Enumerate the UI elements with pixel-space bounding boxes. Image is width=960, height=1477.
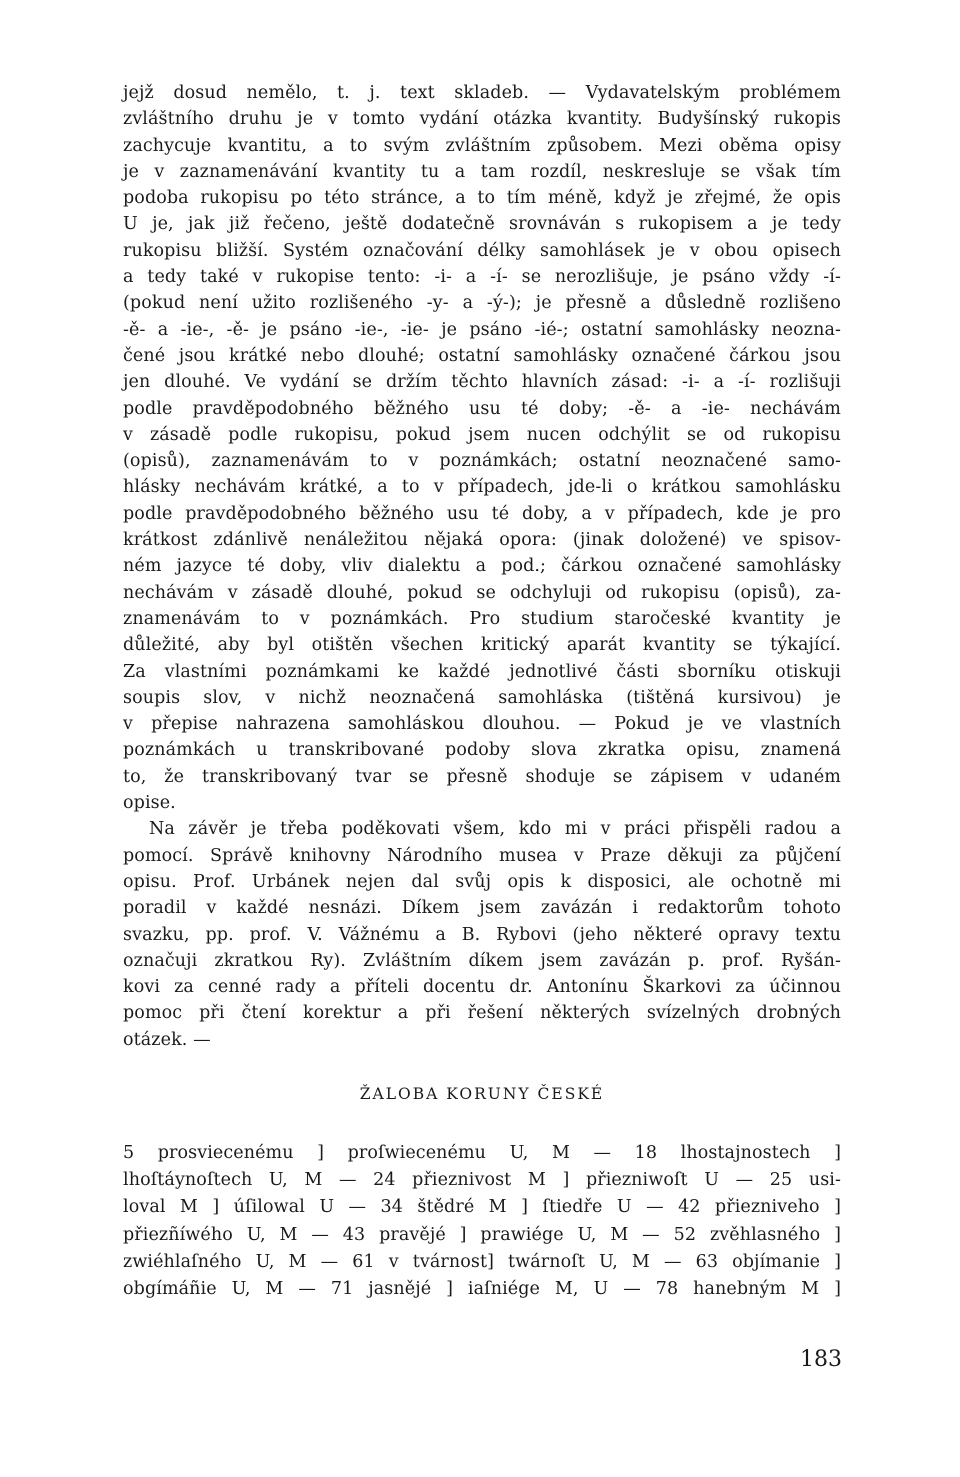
body-line: to, že transkribovaný tvar se přesně shoduje se zápisem v udaném bbox=[123, 766, 841, 787]
textual-notes bbox=[123, 1140, 841, 1303]
body-line: U je, jak již řečeno, ještě dodatečně srovnáván s rukopisem a je tedy bbox=[123, 214, 841, 235]
section-heading: ŽALOBA KORUNY ČESKÉ bbox=[359, 1085, 605, 1103]
body-line: (opisů), zaznamenávám to v poznámkách; ostatní neoznačené samo- bbox=[123, 451, 841, 472]
body-line: podle pravděpodobného běžného usu té doby, a v případech, kde je pro bbox=[123, 503, 841, 524]
body-line: -ě- a -ie-, -ě- je psáno -ie-, -ie- je psáno -ié-; ostatní samohlásky neozna- bbox=[123, 319, 841, 340]
body-line: zachycuje kvantitu, a to svým zvláštním způsobem. Mezi oběma opisy bbox=[123, 135, 841, 156]
body-line: (pokud není užito rozlišeného -y- a -ý-); je přesně a důsledně rozlišeno bbox=[123, 293, 841, 314]
note-line: loval M ] úſilowal U — 34 štědré M ] ſtiedře U — 42 přiezniveho ] bbox=[123, 1197, 841, 1218]
body-line: rukopisu bližší. Systém označování délky samohlásek je v obou opisech bbox=[123, 240, 841, 261]
body-line: znamenávám to v poznámkách. Pro studium staročeské kvantity je bbox=[123, 608, 841, 629]
body-line: čené jsou krátké nebo dlouhé; ostatní samohlásky označené čárkou jsou bbox=[123, 345, 841, 366]
body-line: Za vlastními poznámkami ke každé jednotlivé části sborníku otiskuji bbox=[123, 661, 841, 682]
note-line: 5 prosviecenému ] proſwiecenému U, M — 18 lhostajnostech ] bbox=[123, 1143, 841, 1163]
body-line: v zásadě podle rukopisu, pokud jsem nucen odchýlit se od rukopisu bbox=[123, 424, 841, 445]
body-line: nechávám v zásadě dlouhé, pokud se odchyluji od rukopisu (opisů), za- bbox=[123, 582, 841, 603]
body-line: je v zaznamenávání kvantity tu a tam rozdíl, neskresluje se však tím bbox=[123, 161, 841, 182]
page-number: 183 bbox=[800, 1347, 842, 1372]
body-line: důležité, aby byl otištěn všechen kritický aparát kvantity se týkající. bbox=[123, 635, 841, 656]
body-line: Na závěr je třeba poděkovati všem, kdo mi v práci přispěli radou a bbox=[149, 819, 841, 840]
note-line: obgímáñie U, M — 71 jasnějé ] iaſniége M, U — 78 hanebným M ] bbox=[123, 1278, 841, 1299]
body-line: opise. bbox=[123, 793, 176, 814]
body-line: pomoc při čtení korektur a při řešení některých svízelných drobných bbox=[123, 1003, 841, 1024]
note-line: lhoſtáynoſtech U, M — 24 přieznivost M ] přiezniwoſt U — 25 usi- bbox=[123, 1170, 841, 1191]
body-line: a tedy také v rukopise tento: -i- a -í- se nerozlišuje, je psáno vždy -í- bbox=[123, 267, 841, 288]
body-line: svazku, pp. prof. V. Vážnému a B. Rybovi (jeho některé opravy textu bbox=[123, 924, 841, 945]
body-line: ném jazyce té doby, vliv dialektu a pod.; čárkou označené samohlásky bbox=[123, 556, 841, 577]
body-line: zvláštního druhu je v tomto vydání otázka kvantity. Budyšínský rukopis bbox=[123, 109, 841, 130]
body-line: poradil v každé nesnázi. Díkem jsem zavázán i redaktorům tohoto bbox=[123, 898, 841, 919]
body-line: v přepise nahrazena samohláskou dlouhou. — Pokud je ve vlastních bbox=[123, 714, 841, 735]
body-line: opisu. Prof. Urbánek nejen dal svůj opis k disposici, ale ochotně mi bbox=[123, 871, 841, 892]
body-line: poznámkách u transkribované podoby slova zkratka opisu, znamená bbox=[123, 740, 841, 761]
body-line: soupis slov, v nichž neoznačená samohláska (tištěná kursivou) je bbox=[123, 687, 841, 708]
body-line: hlásky nechávám krátké, a to v případech, jde-li o krátkou samohlásku bbox=[123, 477, 841, 498]
body-line: jejž dosud nemělo, t. j. text skladeb. — Vydavatelským problémem bbox=[123, 83, 841, 103]
body-line: pomocí. Správě knihovny Národního musea v Praze děkuji za půjčení bbox=[123, 845, 841, 866]
body-line: označuji zkratkou Ry). Zvláštním díkem jsem zavázán p. prof. Ryšán- bbox=[123, 950, 841, 971]
note-line: zwiéhlaſného U, M — 61 v tvárnost] twárnoſt U, M — 63 objímanie ] bbox=[123, 1251, 841, 1272]
body-line: kovi za cenné rady a příteli docentu dr. Antonínu Škarkovi za účinnou bbox=[123, 977, 841, 998]
body-line: podoba rukopisu po této stránce, a to tím méně, když je zřejmé, že opis bbox=[123, 188, 841, 209]
body-line: jen dlouhé. Ve vydání se držím těchto hlavních zásad: -i- a -í- rozlišuji bbox=[123, 372, 841, 393]
body-line: otázek. — bbox=[123, 1029, 211, 1050]
note-line: přiezñíwého U, M — 43 pravějé ] prawiége U, M — 52 zvěhlasného ] bbox=[123, 1224, 841, 1245]
body-text bbox=[123, 80, 841, 1053]
body-line: krátkost zdánlivě nenáležitou nějaká opora: (jinak doložené) ve spisov- bbox=[123, 530, 841, 551]
body-line: podle pravděpodobného běžného usu té doby; -ě- a -ie- nechávám bbox=[123, 398, 841, 419]
